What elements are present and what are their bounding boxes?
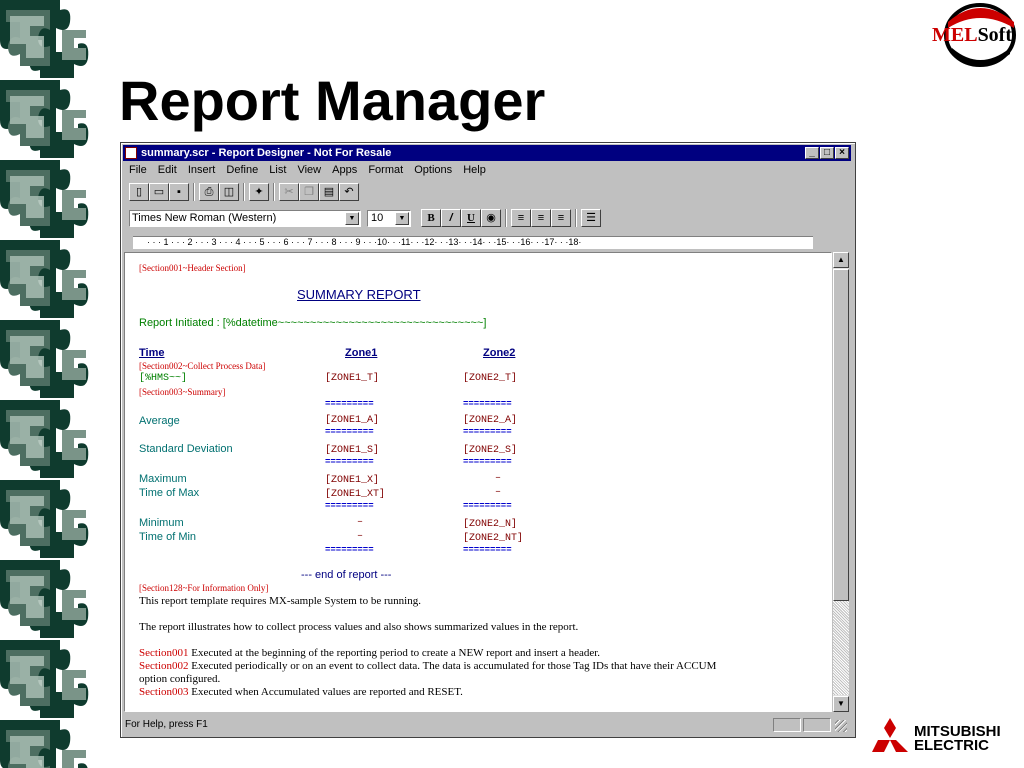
resize-grip-icon[interactable] xyxy=(835,720,847,732)
highlight-icon[interactable]: ◉ xyxy=(481,209,501,227)
zone2-n-field: [ZONE2_N] xyxy=(463,519,518,530)
section002-label: Section002 xyxy=(139,660,189,672)
font-size-select[interactable] xyxy=(367,210,411,227)
separator-dashes: ========= xyxy=(325,399,374,409)
separator-dashes: ========= xyxy=(325,545,374,555)
col-header-zone2: Zone2 xyxy=(483,347,516,359)
mitsubishi-electric-logo xyxy=(870,714,1020,758)
font-size-value: 10 xyxy=(371,212,384,224)
document-area[interactable] xyxy=(124,252,832,712)
menu-apps[interactable]: Apps xyxy=(332,164,358,176)
section002-description-cont: option configured. xyxy=(139,673,221,685)
menu-bar xyxy=(123,162,851,179)
separator-dashes: ========= xyxy=(463,545,512,555)
zone1-s-field: [ZONE1_S] xyxy=(325,445,380,456)
section001-description xyxy=(139,647,600,659)
section128-marker: [Section128~For Information Only] xyxy=(139,583,269,593)
status-cell xyxy=(773,718,801,732)
logo-mel-text: MEL xyxy=(932,24,978,46)
maximize-button[interactable]: □ xyxy=(820,147,834,159)
zone2-nt-field: [ZONE2_NT] xyxy=(463,533,524,544)
three-diamonds-icon xyxy=(870,716,910,756)
toolbar-separator xyxy=(243,183,245,201)
print-icon[interactable]: ⎙ xyxy=(199,183,219,201)
section003-description xyxy=(139,686,463,698)
report-designer-window xyxy=(120,142,856,738)
zone1-a-field: [ZONE1_A] xyxy=(325,415,380,426)
menu-list[interactable]: List xyxy=(269,164,287,176)
undo-icon[interactable]: ↶ xyxy=(339,183,359,201)
window-title: summary.scr - Report Designer - Not For Resale xyxy=(141,147,392,159)
section002-marker: [Section002~Collect Process Data] xyxy=(139,361,266,371)
close-button[interactable]: × xyxy=(835,147,849,159)
chevron-down-icon[interactable]: ▼ xyxy=(395,212,409,225)
menu-view[interactable]: View xyxy=(297,164,322,176)
info-line-1: This report template requires MX-sample System to be running. xyxy=(139,595,421,607)
logo-electric-text: ELECTRIC xyxy=(914,737,989,754)
zone1-t-field: [ZONE1_T] xyxy=(325,373,380,384)
scroll-track[interactable] xyxy=(833,601,849,695)
italic-icon[interactable]: / xyxy=(441,209,461,227)
minimize-button[interactable]: _ xyxy=(805,147,819,159)
logo-soft-text: Soft xyxy=(977,24,1013,46)
new-document-icon[interactable]: ▯ xyxy=(129,183,149,201)
toolbar-separator xyxy=(575,209,577,227)
window-titlebar[interactable] xyxy=(123,145,851,161)
font-name-value: Times New Roman (Western) xyxy=(132,212,277,224)
menu-help[interactable]: Help xyxy=(463,164,486,176)
logo-mitsubishi-text: MITSUBISHI xyxy=(914,723,1001,740)
col-header-zone1: Zone1 xyxy=(345,347,378,359)
zone2-a-field: [ZONE2_A] xyxy=(463,415,518,426)
open-folder-icon[interactable]: ▭ xyxy=(149,183,169,201)
save-disk-icon[interactable]: ▪ xyxy=(169,183,189,201)
underline-icon[interactable]: U xyxy=(461,209,481,227)
time-of-min-label: Time of Min xyxy=(139,531,197,543)
zone2-s-field: [ZONE2_S] xyxy=(463,445,518,456)
vertical-scrollbar[interactable] xyxy=(833,252,849,712)
col-header-time: Time xyxy=(139,347,165,359)
hms-field: [%HMS~~] xyxy=(139,373,188,384)
section002-description xyxy=(139,660,716,672)
status-text: For Help, press F1 xyxy=(125,719,208,730)
app-icon[interactable] xyxy=(125,147,137,159)
std-dev-label: Standard Deviation xyxy=(139,443,233,455)
average-label: Average xyxy=(139,415,180,427)
section003-label: Section003 xyxy=(139,686,189,698)
maximum-label: Maximum xyxy=(139,473,187,485)
zone1-xt-field: [ZONE1_XT] xyxy=(325,489,386,500)
zone2-max-empty: – xyxy=(495,473,502,484)
menu-options[interactable]: Options xyxy=(414,164,453,176)
paste-clipboard-icon[interactable]: ▤ xyxy=(319,183,339,201)
section003-marker: [Section003~Summary] xyxy=(139,387,226,397)
slide-title: Report Manager xyxy=(119,69,546,132)
info-line-2: The report illustrates how to collect process values and also shows summarized values in the report. xyxy=(139,621,579,633)
copy-icon[interactable]: ❐ xyxy=(299,183,319,201)
standard-toolbar xyxy=(125,181,855,205)
zone1-time-min-empty: – xyxy=(357,531,364,542)
section001-text: Executed at the beginning of the reporting period to create a NEW report and insert a header. xyxy=(188,647,601,659)
separator-dashes: ========= xyxy=(463,457,512,467)
end-of-report: --- end of report --- xyxy=(301,569,392,581)
scroll-thumb[interactable] xyxy=(833,269,849,601)
menu-format[interactable]: Format xyxy=(368,164,404,176)
zone1-x-field: [ZONE1_X] xyxy=(325,475,380,486)
menu-insert[interactable]: Insert xyxy=(187,164,216,176)
menu-define[interactable]: Define xyxy=(226,164,259,176)
minimum-label: Minimum xyxy=(139,517,184,529)
separator-dashes: ========= xyxy=(463,501,512,511)
section001-marker: [Section001~Header Section] xyxy=(139,263,246,273)
zone2-time-max-empty: – xyxy=(495,487,502,498)
decorative-border xyxy=(0,0,100,768)
separator-dashes: ========= xyxy=(463,427,512,437)
toolbar-separator xyxy=(505,209,507,227)
summary-title: SUMMARY REPORT xyxy=(297,287,421,302)
status-cell xyxy=(803,718,831,732)
cut-scissors-icon[interactable]: ✂ xyxy=(279,183,299,201)
menu-edit[interactable]: Edit xyxy=(157,164,177,176)
toolbar-separator xyxy=(273,183,275,201)
bold-icon[interactable]: B xyxy=(421,209,441,227)
find-binoculars-icon[interactable]: ✦ xyxy=(249,183,269,201)
section002-text: Executed periodically or on an event to collect data. The data is accumulated for those Tag IDs that have their ACCUM xyxy=(188,660,717,672)
bullet-list-icon[interactable]: ☰ xyxy=(581,209,601,227)
separator-dashes: ========= xyxy=(325,457,374,467)
separator-dashes: ========= xyxy=(325,501,374,511)
scroll-down-icon[interactable]: ▼ xyxy=(833,696,849,712)
status-bar xyxy=(123,716,851,734)
scroll-up-icon[interactable]: ▲ xyxy=(833,252,849,268)
separator-dashes: ========= xyxy=(325,427,374,437)
ruler-marks: · · · 1 · · · 2 · · · 3 · · · 4 · · · 5 · · · 6 · · · 7 · · · 8 · · · 9 · · ·10· · ·11· · ·12· · ·13· · ·14· · ·15· · ·16· · ·17· · ·18· xyxy=(147,237,582,247)
chevron-down-icon[interactable]: ▼ xyxy=(345,212,359,225)
time-of-max-label: Time of Max xyxy=(139,487,200,499)
zone1-min-empty: – xyxy=(357,517,364,528)
report-initiated: Report Initiated : [%datetime~~~~~~~~~~~~~~~~~~~~~~~~~~~~~~~~] xyxy=(139,317,487,329)
melsoft-logo xyxy=(928,2,1024,70)
align-center-icon[interactable]: ≡ xyxy=(531,209,551,227)
toolbar-separator xyxy=(193,183,195,201)
ruler[interactable] xyxy=(123,233,851,251)
align-right-icon[interactable]: ≡ xyxy=(551,209,571,227)
menu-file[interactable]: File xyxy=(129,164,147,176)
font-name-select[interactable] xyxy=(129,210,361,227)
separator-dashes: ========= xyxy=(463,399,512,409)
align-left-icon[interactable]: ≡ xyxy=(511,209,531,227)
section001-label: Section001 xyxy=(139,647,189,659)
zone2-t-field: [ZONE2_T] xyxy=(463,373,518,384)
section003-text: Executed when Accumulated values are reported and RESET. xyxy=(188,686,463,698)
format-toolbar xyxy=(125,207,855,231)
print-preview-icon[interactable]: ◫ xyxy=(219,183,239,201)
